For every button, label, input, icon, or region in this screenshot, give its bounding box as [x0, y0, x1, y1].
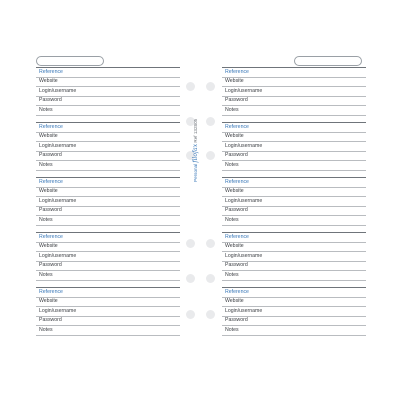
field-rule	[222, 160, 366, 161]
field-rule	[222, 115, 366, 116]
field-rule	[36, 270, 180, 271]
field-rule	[222, 325, 366, 326]
field-label: Password	[225, 152, 248, 159]
field-label: Notes	[39, 326, 53, 333]
reference-heading: Reference	[39, 68, 63, 75]
field-label: Notes	[225, 326, 239, 333]
field-rule	[36, 335, 180, 336]
field-label: Login/username	[225, 87, 263, 94]
right-label-tab	[294, 56, 362, 66]
reference-heading: Reference	[225, 68, 249, 75]
binder-hole	[206, 82, 215, 91]
reference-heading: Reference	[225, 288, 249, 295]
field-label: Password	[225, 317, 248, 324]
field-label: Notes	[39, 271, 53, 278]
field-label: Password	[39, 262, 62, 269]
field-label: Login/username	[225, 252, 263, 259]
brand-code: Ref 132805	[193, 118, 198, 143]
field-rule	[222, 270, 366, 271]
field-label: Website	[39, 188, 58, 195]
field-label: Website	[225, 133, 244, 140]
field-label: Login/username	[39, 87, 77, 94]
reference-heading: Reference	[39, 178, 63, 185]
field-label: Login/username	[39, 142, 77, 149]
field-label: Login/username	[225, 197, 263, 204]
field-label: Password	[39, 317, 62, 324]
field-label: Notes	[39, 161, 53, 168]
reference-heading: Reference	[39, 288, 63, 295]
field-label: Login/username	[225, 307, 263, 314]
reference-heading: Reference	[225, 123, 249, 130]
field-rule	[36, 170, 180, 171]
field-label: Login/username	[39, 197, 77, 204]
field-label: Website	[225, 78, 244, 85]
field-label: Password	[225, 262, 248, 269]
field-label: Password	[225, 207, 248, 214]
binder-hole	[206, 151, 215, 160]
field-label: Password	[39, 152, 62, 159]
field-label: Notes	[39, 106, 53, 113]
binder-hole	[186, 82, 195, 91]
binder-hole	[186, 310, 195, 319]
binder-hole	[206, 274, 215, 283]
field-label: Notes	[225, 271, 239, 278]
field-rule	[222, 280, 366, 281]
field-rule	[36, 280, 180, 281]
left-label-tab	[36, 56, 104, 66]
reference-heading: Reference	[39, 233, 63, 240]
field-rule	[36, 215, 180, 216]
binder-hole	[186, 239, 195, 248]
reference-heading: Reference	[39, 123, 63, 130]
field-label: Website	[39, 133, 58, 140]
reference-heading: Reference	[225, 233, 249, 240]
brand-prefix: Personal	[193, 163, 198, 182]
field-label: Website	[39, 243, 58, 250]
field-label: Website	[225, 188, 244, 195]
binder-hole	[206, 117, 215, 126]
field-label: Login/username	[225, 142, 263, 149]
field-label: Website	[39, 298, 58, 305]
field-label: Website	[225, 243, 244, 250]
reference-heading: Reference	[225, 178, 249, 185]
binder-hole	[206, 310, 215, 319]
field-rule	[222, 215, 366, 216]
field-rule	[36, 160, 180, 161]
field-label: Login/username	[39, 307, 77, 314]
field-rule	[36, 105, 180, 106]
field-label: Password	[39, 97, 62, 104]
field-rule	[36, 325, 180, 326]
field-label: Notes	[225, 106, 239, 113]
field-label: Password	[39, 207, 62, 214]
field-rule	[222, 105, 366, 106]
brand-logo: filofax	[192, 143, 199, 163]
binder-hole	[206, 239, 215, 248]
field-rule	[222, 335, 366, 336]
field-rule	[222, 170, 366, 171]
brand-imprint	[192, 118, 202, 182]
field-label: Password	[225, 97, 248, 104]
field-rule	[36, 225, 180, 226]
field-label: Notes	[225, 161, 239, 168]
field-label: Notes	[225, 216, 239, 223]
field-label: Notes	[39, 216, 53, 223]
field-label: Website	[225, 298, 244, 305]
binder-hole	[186, 274, 195, 283]
field-rule	[36, 115, 180, 116]
field-label: Website	[39, 78, 58, 85]
field-rule	[222, 225, 366, 226]
field-label: Login/username	[39, 252, 77, 259]
